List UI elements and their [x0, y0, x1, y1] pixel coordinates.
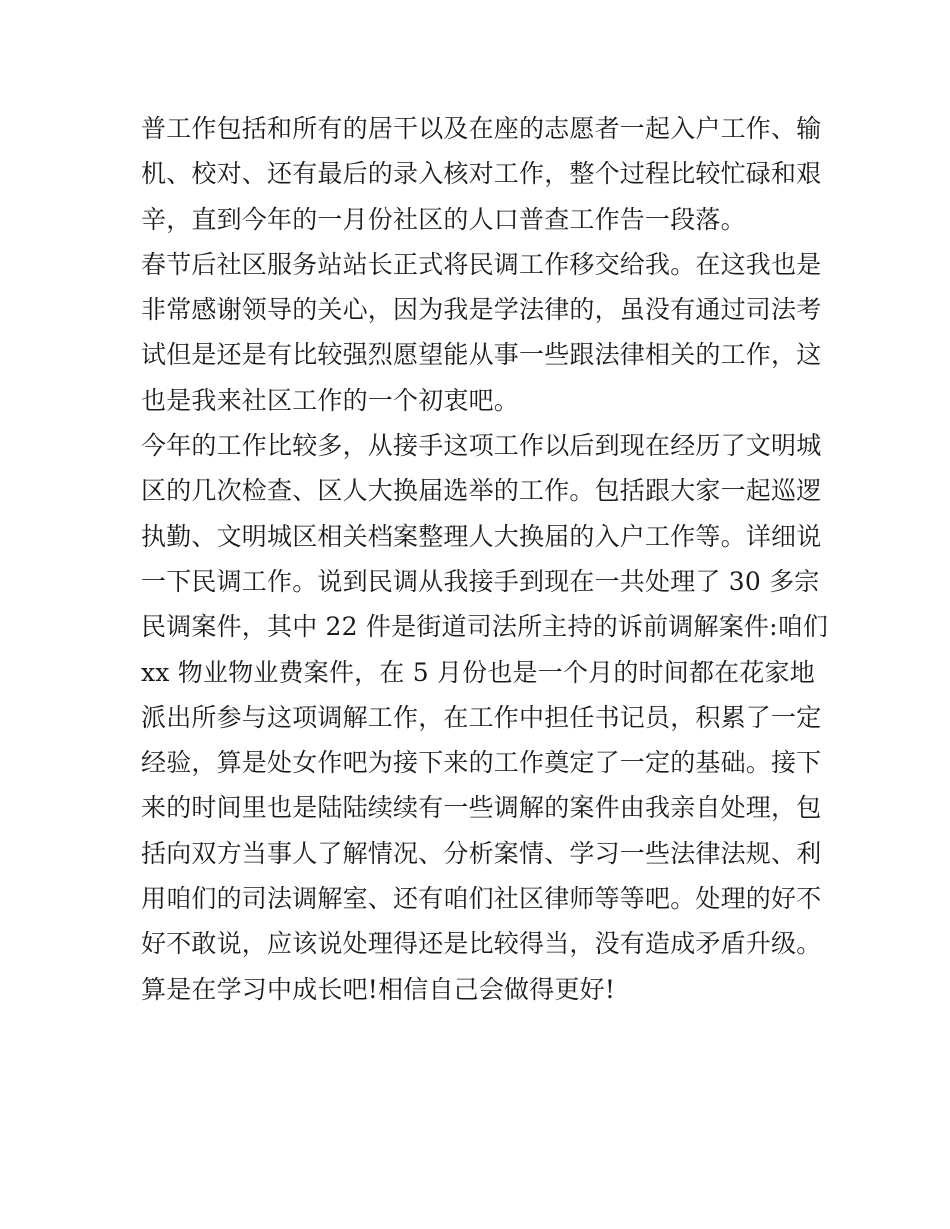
text-line: 机、校对、还有最后的录入核对工作，整个过程比较忙碌和艰	[141, 159, 822, 189]
text-line: 用咱们的司法调解室、还有咱们社区律师等等吧。处理的好不	[141, 884, 822, 914]
body-text	[141, 106, 831, 1012]
text-line: 算是在学习中成长吧!相信自己会做得更好!	[141, 974, 616, 1004]
text-line: 来的时间里也是陆陆续续有一些调解的案件由我亲自处理，包	[141, 793, 822, 823]
text-line: xx 物业物业费案件，在 5 月份也是一个月的时间都在花家地	[141, 657, 815, 687]
text-line: 括向双方当事人了解情况、分析案情、学习一些法律法规、利	[141, 838, 822, 868]
text-line: 非常感谢领导的关心，因为我是学法律的，虽没有通过司法考	[141, 295, 822, 325]
text-line: 辛，直到今年的一月份社区的人口普查工作告一段落。	[141, 204, 746, 234]
text-line: 区的几次检查、区人大换届选举的工作。包括跟大家一起巡逻	[141, 476, 822, 506]
text-line: 试但是还是有比较强烈愿望能从事一些跟法律相关的工作，这	[141, 340, 822, 370]
text-line: 今年的工作比较多，从接手这项工作以后到现在经历了文明城	[141, 431, 822, 461]
text-line: 派出所参与这项调解工作，在工作中担任书记员，积累了一定	[141, 702, 822, 732]
text-line: 执勤、文明城区相关档案整理人大换届的入户工作等。详细说	[141, 521, 822, 551]
text-line: 普工作包括和所有的居干以及在座的志愿者一起入户工作、输	[141, 114, 822, 143]
text-line: 民调案件，其中 22 件是街道司法所主持的诉前调解案件:咱们	[141, 612, 829, 642]
text-line: 也是我来社区工作的一个初衷吧。	[141, 385, 520, 415]
text-line: 一下民调工作。说到民调从我接手到现在一共处理了 30 多宗	[141, 566, 820, 596]
text-line: 春节后社区服务站站长正式将民调工作移交给我。在这我也是	[141, 249, 822, 279]
text-line: 好不敢说，应该说处理得还是比较得当，没有造成矛盾升级。	[141, 929, 822, 959]
text-line: 经验，算是处女作吧为接下来的工作奠定了一定的基础。接下	[141, 748, 822, 778]
